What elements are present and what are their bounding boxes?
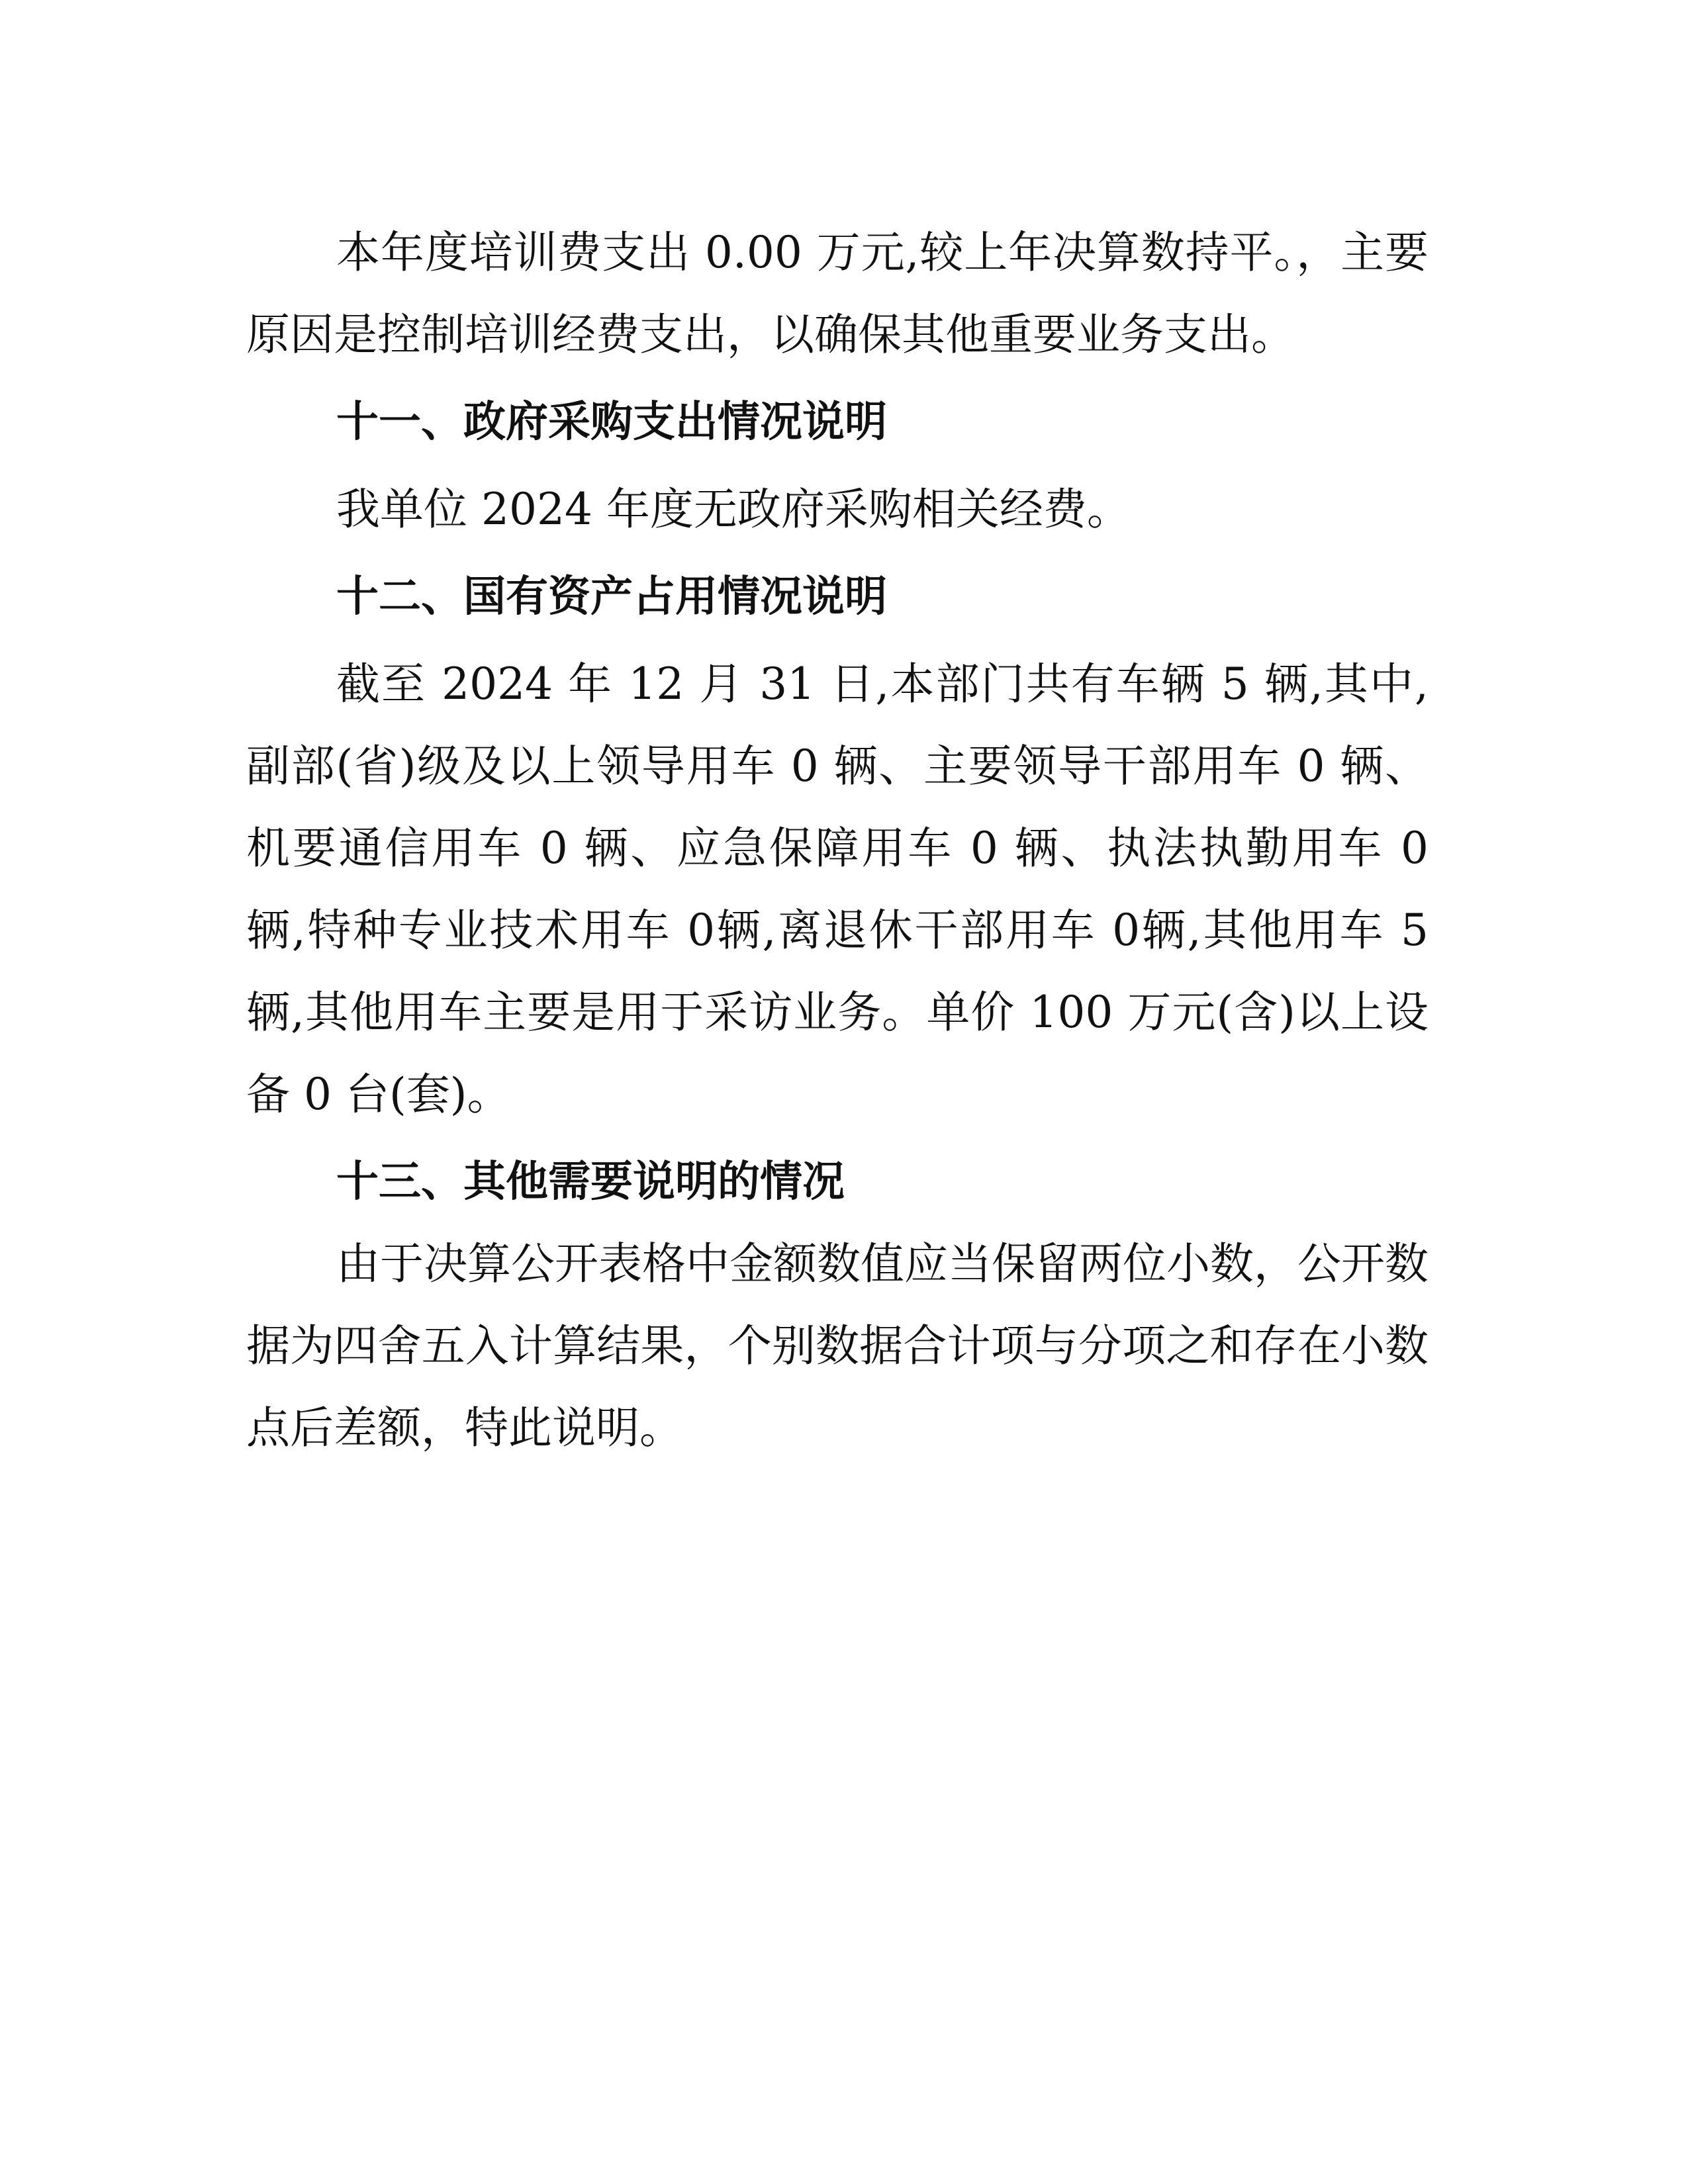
state-assets-paragraph: 截至 2024 年 12 月 31 日,本部门共有车辆 5 辆,其中,副部(省)级及以上领导用车 0 辆、主要领导干部用车 0 辆、机要通信用车 0 辆、应急保障用车 0 辆、执法执勤用车 0 辆,特种专业技术用车 0辆,离退休干部用车 0辆,其他用车 5辆,其他用车主要是用于采访业务。单价 100 万元(含)以上设备 0 台(套)。 — [246, 659, 1429, 1120]
document-body — [246, 212, 1429, 1469]
other-notes-paragraph: 由于决算公开表格中金额数值应当保留两位小数，公开数据为四舍五入计算结果，个别数据合计项与分项之和存在小数点后差额，特此说明。 — [246, 1238, 1429, 1453]
training-expense-paragraph: 本年度培训费支出 0.00 万元,较上年决算数持平。，主要原因是控制培训经费支出，以确保其他重要业务支出。 — [246, 227, 1429, 360]
section-heading-procurement: 十一、政府采购支出情况说明 — [336, 398, 887, 447]
procurement-paragraph: 我单位 2024 年度无政府采购相关经费。 — [336, 484, 1131, 535]
section-heading-other-notes: 十三、其他需要说明的情况 — [336, 1158, 845, 1206]
section-heading-state-assets: 十二、国有资产占用情况说明 — [336, 572, 887, 621]
